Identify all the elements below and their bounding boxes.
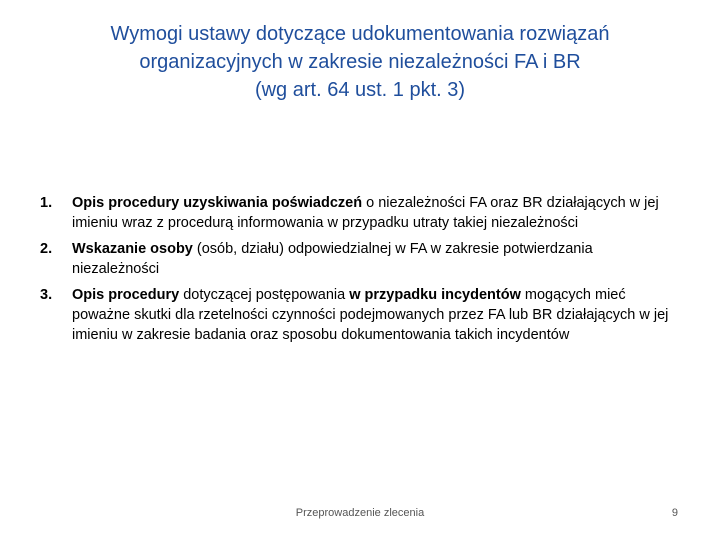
footer-section-title: Przeprowadzenie zlecenia — [295, 507, 425, 519]
list-text-bold: w przypadku incydentów — [349, 287, 521, 303]
list-number: 1. — [40, 195, 53, 211]
list-text-bold: Opis procedury — [72, 287, 180, 303]
list-text-bold: Wskazanie osoby — [72, 241, 193, 257]
requirements-list — [36, 193, 676, 351]
list-item-2 — [36, 239, 676, 279]
title-line-1: Wymogi ustawy dotyczące udokumentowania rozwiązań — [110, 23, 610, 45]
list-text: o niezależności FA oraz BR działających w jej imieniu wraz z procedurą informowania w przypadku utraty takiej niezależności — [72, 195, 659, 231]
list-item-1 — [36, 193, 676, 233]
list-number: 2. — [40, 241, 53, 257]
title-line-2: organizacyjnych w zakresie niezależności FA i BR — [139, 51, 581, 73]
slide-title — [60, 20, 660, 104]
page-number: 9 — [671, 507, 678, 519]
list-text-bold: Opis procedury uzyskiwania poświadczeń — [72, 195, 363, 211]
list-text: dotyczącej postępowania — [179, 287, 350, 303]
list-text: mogących mieć poważne skutki dla rzetelności czynności podejmowanych przez FA lub BR działających w jej imieniu w zakresie badania oraz sposobu dokumentowania takich incydentów — [72, 287, 669, 343]
title-line-3: (wg art. 64 ust. 1 pkt. 3) — [254, 79, 466, 101]
list-number: 3. — [40, 287, 53, 303]
list-text: (osób, działu) odpowiedzialnej w FA w zakresie potwierdzania niezależności — [72, 241, 593, 277]
list-item-3 — [36, 285, 676, 345]
